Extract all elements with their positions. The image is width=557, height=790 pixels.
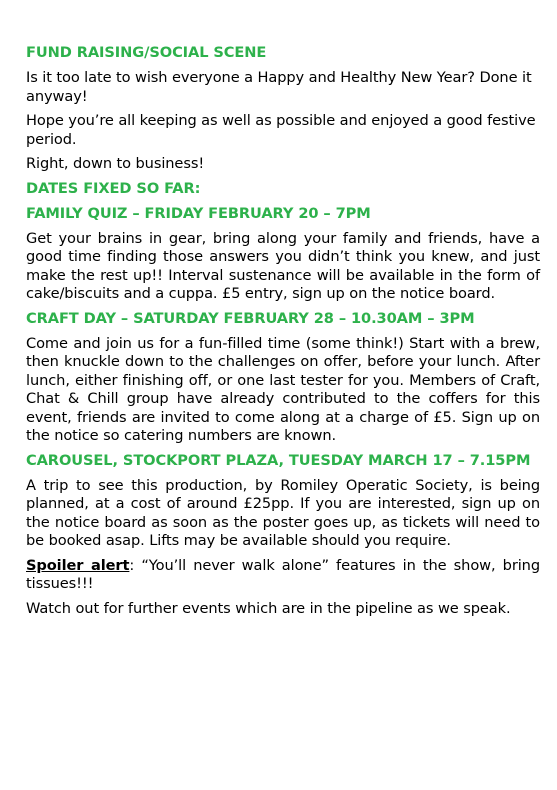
event-description: Come and join us for a fun-filled time (some think!) Start with a brew, then knuckle down to the challenges on offer, before your lunch. After lunch, either finishing off, or one last tester for you. Members of Craft, Chat & Chill group have already contributed to the coffers for this event, friends are invited to come along at a charge of £5. Sign up on the notice so catering numbers are known. — [26, 334, 540, 444]
fundraising-heading: FUND RAISING/SOCIAL SCENE — [26, 44, 267, 61]
event-craft-day — [26, 310, 540, 446]
closing-paragraph: Watch out for further events which are in the pipeline as we speak. — [26, 599, 511, 617]
dates-heading: DATES FIXED SO FAR: — [26, 179, 201, 197]
intro-paragraph-3: Right, down to business! — [26, 155, 205, 172]
event-heading: CRAFT DAY – SATURDAY FEBRUARY 28 – 10.30AM – 3PM — [26, 309, 475, 327]
newsletter-page — [26, 44, 540, 624]
intro-paragraph-1: Is it too late to wish everyone a Happy and Healthy New Year? Done it anyway! — [26, 69, 532, 105]
spoiler-paragraph — [26, 557, 540, 594]
event-family-quiz — [26, 205, 540, 304]
event-description: A trip to see this production, by Romiley Operatic Society, is being planned, at a cost of around £25pp. If you are interested, sign up on the notice board as soon as the poster goes up, as tickets will need to be booked asap. Lifts may be available should you require. — [26, 476, 540, 549]
event-heading: FAMILY QUIZ – FRIDAY FEBRUARY 20 – 7PM — [26, 204, 371, 222]
event-description: Get your brains in gear, bring along your family and friends, have a good time finding those answers you didn’t think you knew, and just make the rest up!! Interval sustenance will be available in the form of cake/biscuits and a cuppa. £5 entry, sign up on the notice board. — [26, 229, 540, 302]
event-heading: CAROUSEL, STOCKPORT PLAZA, TUESDAY MARCH 17 – 7.15PM — [26, 451, 531, 469]
spoiler-text: : “You’ll never walk alone” features in the show, bring tissues!!! — [26, 556, 540, 592]
spoiler-label: Spoiler alert — [26, 556, 130, 574]
intro-paragraph-2: Hope you’re all keeping as well as possible and enjoyed a good festive period. — [26, 112, 536, 148]
event-carousel — [26, 452, 540, 551]
